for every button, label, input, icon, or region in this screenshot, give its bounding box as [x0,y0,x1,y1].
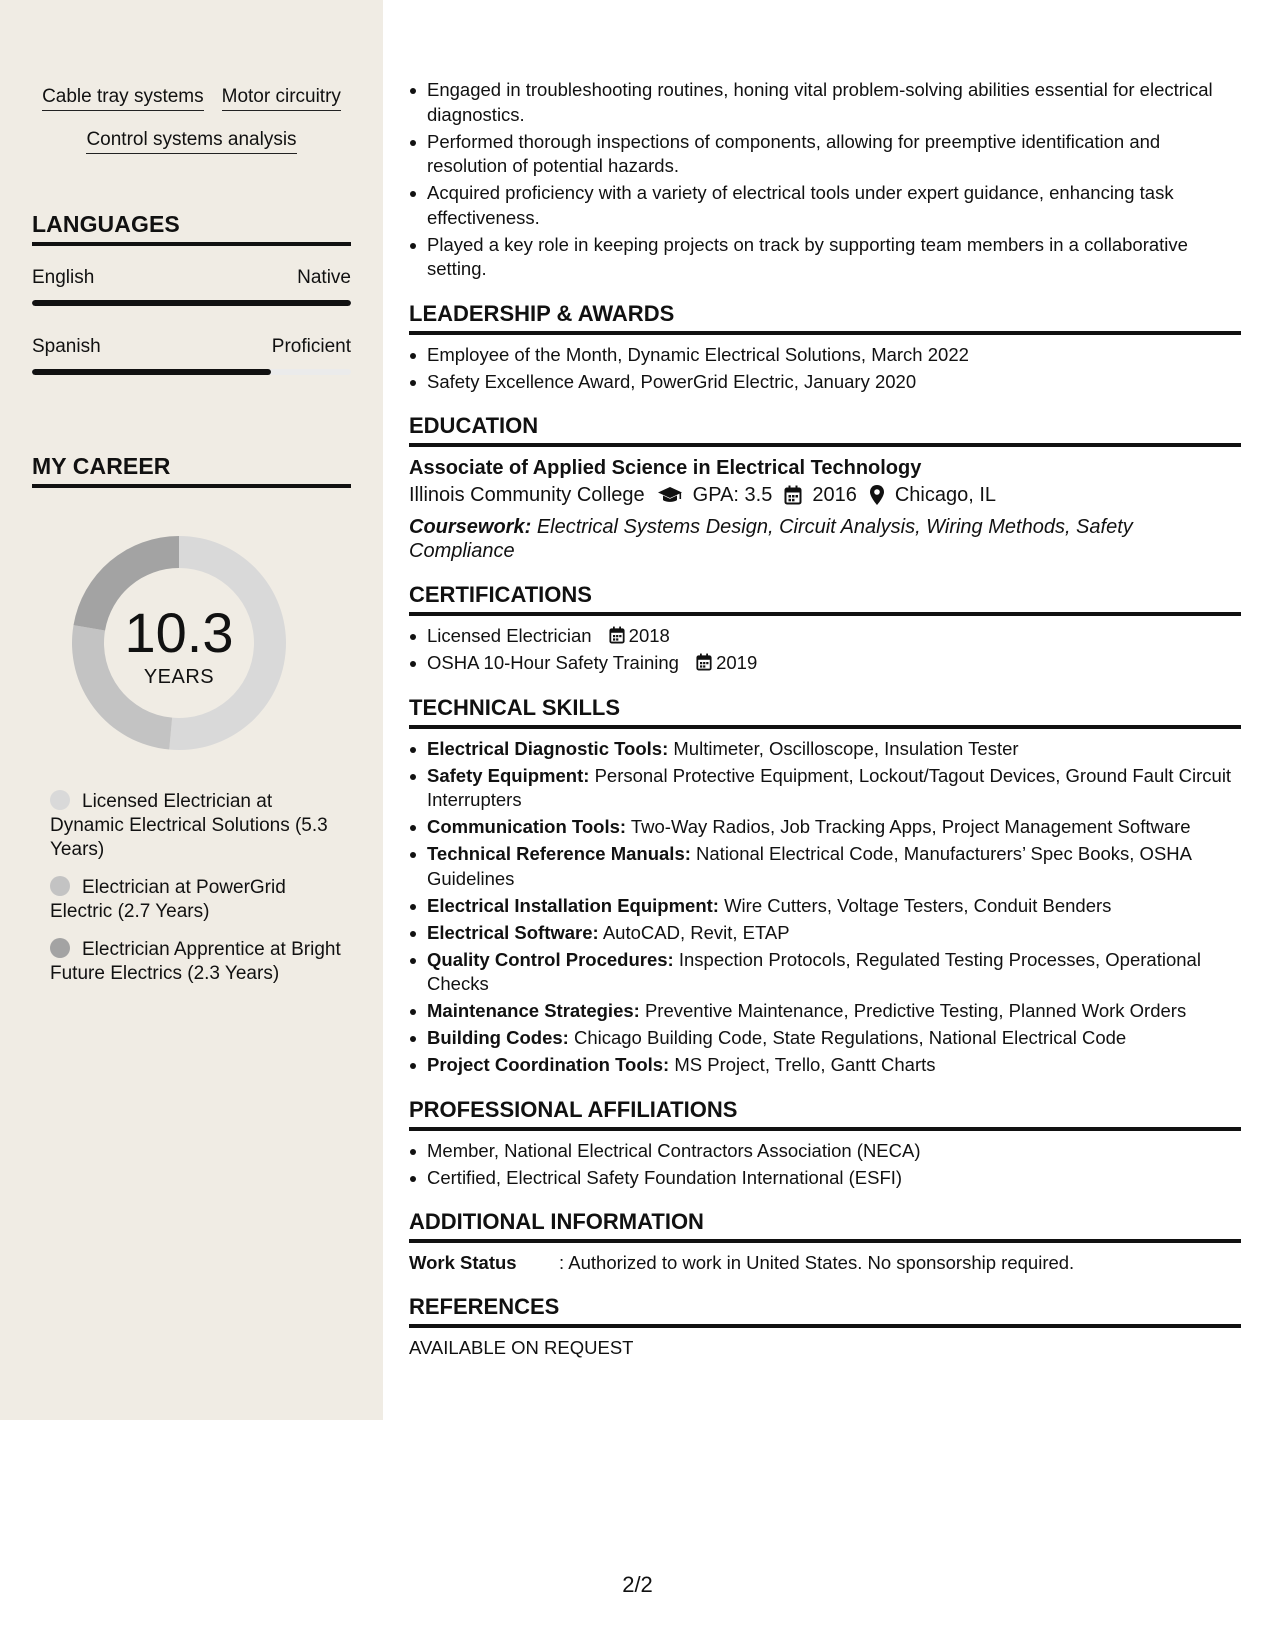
certifications-heading: CERTIFICATIONS [409,581,1241,616]
education-meta [409,481,1241,509]
certification-name: Licensed Electrician [427,625,592,646]
work-status-value: : Authorized to work in United States. No sponsorship required. [559,1252,1075,1273]
affiliations-list [409,1139,1241,1191]
education-coursework [409,515,1241,563]
skill-label: Building Codes: [427,1027,569,1048]
skill-label: Safety Equipment: [427,764,590,786]
skill-value: Wire Cutters, Voltage Testers, Conduit Benders [724,894,1112,916]
skill-value: Multimeter, Oscilloscope, Insulation Tester [673,737,1019,759]
skill-label: Technical Reference Manuals: [427,843,691,864]
education-school: Illinois Community College [409,484,645,506]
technical-skill-item [409,815,1241,840]
language-proficiency-bar [32,300,351,306]
technical-skill-item [409,737,1241,762]
certification-name: OSHA 10-Hour Safety Training [427,652,679,673]
experience-bullet: Performed thorough inspections of components, allowing for preemptive identification and resolution of potential hazards. [409,130,1241,179]
skill-tags [32,86,351,154]
career-legend-item [50,790,350,862]
location-pin-icon [869,484,885,506]
leadership-list [409,343,1241,395]
skill-value: Two-Way Radios, Job Tracking Apps, Project Management Software [630,816,1191,837]
certification-item [409,624,1241,649]
technical-skills-heading: TECHNICAL SKILLS [409,694,1241,729]
coursework-value: Electrical Systems Design, Circuit Analysis, Wiring Methods, Safety Compliance [409,516,1133,562]
career-heading: MY CAREER [32,452,351,488]
technical-skill-item [409,921,1241,946]
skill-label: Electrical Diagnostic Tools: [427,737,669,759]
skill-label: Communication Tools: [427,816,627,837]
leadership-heading: LEADERSHIP & AWARDS [409,300,1241,335]
technical-skill-item [409,894,1241,919]
coursework-label: Coursework: [409,516,532,538]
calendar-icon [609,626,625,644]
main-content [409,78,1241,1360]
career-donut-chart [66,530,292,756]
technical-skill-item [409,842,1241,891]
legend-dot-icon [50,790,70,810]
career-legend-label: Licensed Electrician at Dynamic Electrical Solutions (5.3 Years) [50,791,328,860]
references-text: AVAILABLE ON REQUEST [409,1337,634,1358]
language-level: Proficient [271,336,351,357]
calendar-icon [696,653,712,671]
graduation-cap-icon [657,485,683,505]
technical-skill-item [409,948,1241,997]
certification-year: 2019 [716,652,758,673]
language-name: English [32,267,95,288]
award-item: Employee of the Month, Dynamic Electrical Solutions, March 2022 [409,343,1241,368]
education-degree: Associate of Applied Science in Electrical Technology [409,457,922,479]
language-name: Spanish [32,336,101,357]
skill-tag: Cable tray systems [42,86,204,111]
affiliation-item: Certified, Electrical Safety Foundation International (ESFI) [409,1166,1241,1191]
languages-heading: LANGUAGES [32,210,351,246]
experience-bullets [409,78,1241,282]
technical-skill-item [409,999,1241,1024]
additional-info-heading: ADDITIONAL INFORMATION [409,1208,1241,1243]
award-item: Safety Excellence Award, PowerGrid Electric, January 2020 [409,370,1241,395]
language-level: Native [297,267,351,288]
certifications-list [409,624,1241,676]
career-total-years: 10.3 [124,601,234,664]
language-proficiency-fill [32,300,351,306]
skill-label: Project Coordination Tools: [427,1054,670,1075]
career-legend-label: Electrician at PowerGrid Electric (2.7 Years) [50,877,286,922]
skill-value: Personal Protective Equipment, Lockout/Tagout Devices, Ground Fault Circuit Interrupters [427,764,1232,810]
legend-dot-icon [50,876,70,896]
language-spanish [32,335,351,375]
career-legend-label: Electrician Apprentice at Bright Future Electrics (2.3 Years) [50,939,341,984]
references-heading: REFERENCES [409,1293,1241,1328]
skill-label: Electrical Software: [427,921,599,943]
skill-label: Quality Control Procedures: [427,948,674,970]
education-year: 2016 [812,484,857,506]
skill-value: MS Project, Trello, Gantt Charts [674,1054,936,1075]
career-legend-item [50,876,350,924]
certification-year: 2018 [628,625,670,646]
experience-bullet: Played a key role in keeping projects on track by supporting team members in a collaborative setting. [409,233,1241,282]
skill-value: Inspection Protocols, Regulated Testing Processes, Operational Checks [427,948,1201,994]
education-gpa: GPA: 3.5 [692,484,773,506]
page-number: 2/2 [622,1572,653,1597]
technical-skill-item [409,1053,1241,1078]
work-status-row [409,1251,1241,1275]
affiliation-item: Member, National Electrical Contractors Association (NECA) [409,1139,1241,1164]
work-status-label: Work Status [409,1252,517,1273]
calendar-icon [784,485,802,505]
language-proficiency-fill [32,369,271,375]
skill-value: National Electrical Code, Manufacturers’ Spec Books, OSHA Guidelines [427,843,1191,889]
career-legend [50,790,350,1000]
language-english [32,266,351,306]
sidebar [0,0,383,1420]
career-legend-item [50,938,350,986]
certification-item [409,651,1241,676]
legend-dot-icon [50,938,70,958]
skill-label: Electrical Installation Equipment: [427,894,719,916]
affiliations-heading: PROFESSIONAL AFFILIATIONS [409,1096,1241,1131]
skill-tag: Control systems analysis [86,129,296,154]
education-heading: EDUCATION [409,412,1241,447]
technical-skill-item [409,1026,1241,1051]
education-location: Chicago, IL [894,484,996,506]
language-proficiency-bar [32,369,351,375]
technical-skill-item [409,764,1241,813]
skill-label: Maintenance Strategies: [427,1000,640,1021]
skill-value: AutoCAD, Revit, ETAP [602,921,790,943]
technical-skills-list [409,737,1241,1078]
career-years-unit: YEARS [143,666,215,688]
experience-bullet: Engaged in troubleshooting routines, honing vital problem-solving abilities essential for electrical diagnostics. [409,78,1241,127]
skill-value: Chicago Building Code, State Regulations, National Electrical Code [573,1027,1127,1048]
skill-value: Preventive Maintenance, Predictive Testing, Planned Work Orders [644,1000,1187,1021]
experience-bullet: Acquired proficiency with a variety of electrical tools under expert guidance, enhancing task effectiveness. [409,181,1241,230]
skill-tag: Motor circuitry [222,86,341,111]
